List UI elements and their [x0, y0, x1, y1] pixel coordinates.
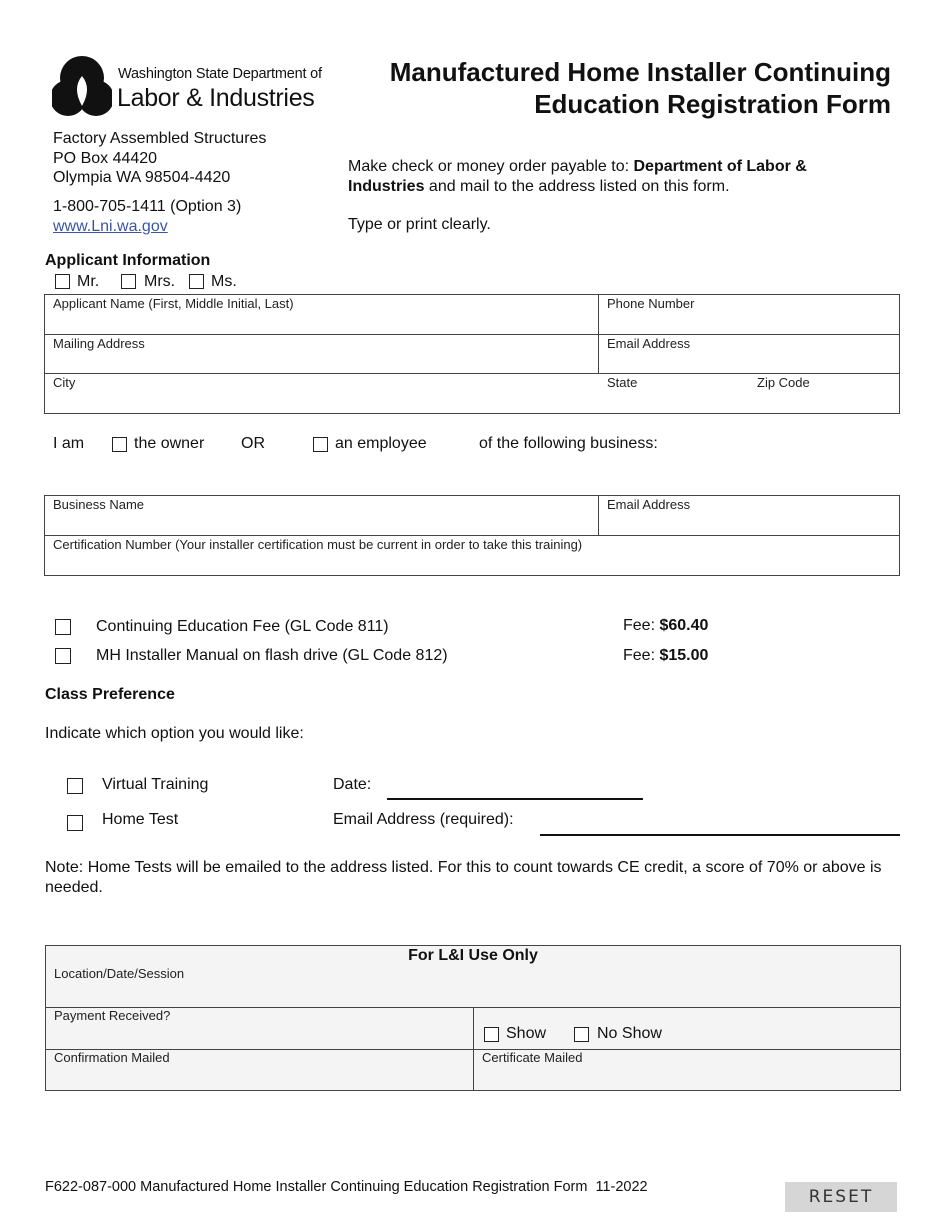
form-title-line1: Manufactured Home Installer Continuing: [389, 57, 891, 87]
state-field[interactable]: [599, 374, 749, 413]
mrs-checkbox[interactable]: [121, 274, 136, 289]
certification-number-field[interactable]: [45, 536, 899, 575]
ms-checkbox[interactable]: [189, 274, 204, 289]
form-id-footer: F622-087-000 Manufactured Home Installer Continuing Education Registration Form 11-2022: [45, 1179, 648, 1195]
payment-received-label: Payment Received?: [54, 1008, 171, 1023]
owner-label: the owner: [134, 435, 205, 452]
applicant-grid: [44, 294, 900, 414]
class-preference-heading: Class Preference: [45, 686, 175, 703]
mailing-address-block: [53, 129, 266, 188]
business-name-field[interactable]: [45, 496, 598, 535]
manual-fee-checkbox[interactable]: [55, 648, 71, 664]
contact-phone: 1-800-705-1411 (Option 3): [53, 198, 242, 215]
show-checkbox[interactable]: [484, 1027, 499, 1042]
address-box: PO Box 44420: [53, 149, 158, 167]
applicant-name-field[interactable]: [45, 295, 598, 334]
home-test-note: Note: Home Tests will be emailed to the address listed. For this to count towards CE credit, a score of 70% or above is needed.: [45, 859, 882, 896]
manual-fee-value: $15.00: [659, 647, 709, 664]
website-link[interactable]: www.Lni.wa.gov: [53, 217, 168, 235]
ce-fee-prefix: Fee:: [623, 617, 660, 634]
or-label: OR: [241, 435, 265, 452]
date-input-line[interactable]: [387, 798, 643, 800]
address-city: Olympia WA 98504-4420: [53, 169, 231, 186]
grid-divider: [473, 1007, 474, 1090]
agency-logo: [52, 54, 322, 120]
no-show-label: No Show: [597, 1025, 662, 1042]
business-name-label: Business Name: [53, 497, 145, 512]
contact-block: [53, 197, 241, 236]
zip-code-field[interactable]: [749, 374, 899, 413]
class-preference-instruction: Indicate which option you would like:: [45, 725, 304, 742]
employee-checkbox[interactable]: [313, 437, 328, 452]
business-email-field[interactable]: [599, 496, 899, 535]
city-field[interactable]: [45, 374, 598, 413]
agency-name-line: Labor & Industries: [117, 84, 315, 112]
payee-part-b: Industries: [348, 178, 425, 195]
business-grid: [44, 495, 900, 576]
state-label: State: [607, 375, 638, 390]
phone-number-field[interactable]: [599, 295, 899, 334]
home-test-email-label: Email Address (required):: [333, 811, 514, 828]
mr-checkbox[interactable]: [55, 274, 70, 289]
phone-number-label: Phone Number: [607, 296, 695, 311]
location-date-session-label: Location/Date/Session: [54, 966, 185, 981]
employee-label: an employee: [335, 435, 427, 452]
manual-fee-label: MH Installer Manual on flash drive (GL Code 812): [96, 647, 448, 664]
show-label: Show: [506, 1025, 547, 1042]
office-use-heading: For L&I Use Only: [408, 947, 538, 964]
manual-fee-prefix: Fee:: [623, 647, 660, 664]
virtual-training-label: Virtual Training: [102, 776, 209, 793]
office-use-grid: [45, 945, 901, 1091]
manual-fee-amount: [623, 647, 708, 665]
payment-instructions: [348, 157, 868, 197]
form-title: [331, 56, 891, 120]
following-business-label: of the following business:: [479, 435, 658, 452]
owner-checkbox[interactable]: [112, 437, 127, 452]
business-email-label: Email Address: [607, 497, 691, 512]
ms-label: Ms.: [211, 273, 237, 290]
payee-part-a: Department of Labor &: [633, 158, 807, 175]
zip-code-label: Zip Code: [757, 375, 810, 390]
payment-prefix: Make check or money order payable to:: [348, 158, 634, 175]
type-note: Type or print clearly.: [348, 216, 491, 233]
ce-fee-label: Continuing Education Fee (GL Code 811): [96, 618, 389, 635]
i-am-label: I am: [53, 435, 85, 452]
form-title-line2: Education Registration Form: [534, 89, 891, 119]
home-test-email-line[interactable]: [540, 834, 900, 836]
certificate-mailed-label: Certificate Mailed: [482, 1050, 583, 1065]
mailing-address-field[interactable]: [45, 335, 598, 373]
lni-emblem-icon: [52, 54, 112, 118]
applicant-name-label: Applicant Name (First, Middle Initial, Last): [53, 296, 294, 311]
city-label: City: [53, 375, 76, 390]
applicant-heading: Applicant Information: [45, 252, 211, 269]
applicant-email-field[interactable]: [599, 335, 899, 373]
agency-org-line: Washington State Department of: [118, 66, 322, 82]
virtual-training-checkbox[interactable]: [67, 778, 83, 794]
date-label: Date:: [333, 776, 372, 793]
home-test-label: Home Test: [102, 811, 179, 828]
mr-label: Mr.: [77, 273, 100, 290]
reset-button[interactable]: RESET: [785, 1182, 897, 1212]
confirmation-mailed-label: Confirmation Mailed: [54, 1050, 170, 1065]
ce-fee-value: $60.40: [659, 617, 709, 634]
applicant-email-label: Email Address: [607, 336, 691, 351]
certification-number-label: Certification Number (Your installer certification must be current in order to take this training): [53, 537, 583, 552]
home-test-checkbox[interactable]: [67, 815, 83, 831]
mailing-address-label: Mailing Address: [53, 336, 145, 351]
no-show-checkbox[interactable]: [574, 1027, 589, 1042]
ce-fee-checkbox[interactable]: [55, 619, 71, 635]
payment-suffix: and mail to the address listed on this form.: [424, 178, 730, 195]
ce-fee-amount: [623, 617, 708, 635]
address-dept: Factory Assembled Structures: [53, 130, 267, 147]
mrs-label: Mrs.: [144, 273, 176, 290]
